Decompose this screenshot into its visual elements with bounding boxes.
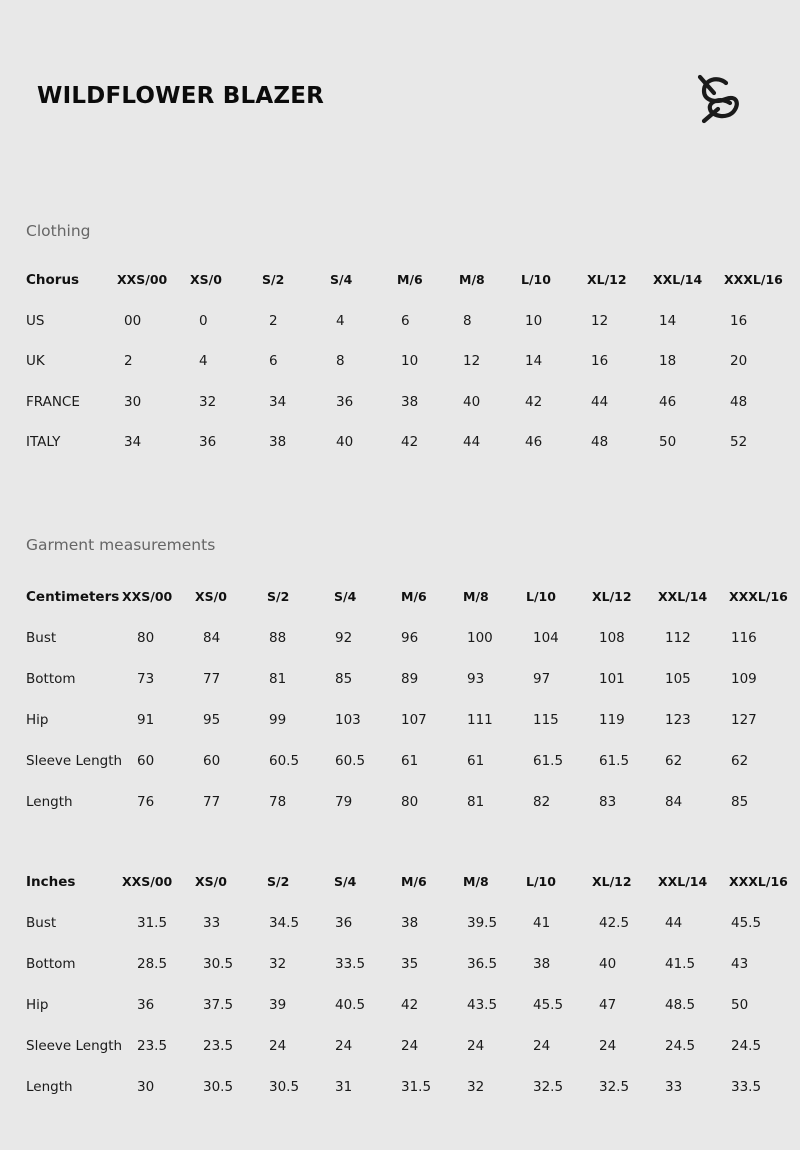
table-cell: 85 <box>731 794 749 810</box>
table-row <box>0 669 800 689</box>
table-cell: 37.5 <box>203 997 234 1013</box>
table-cell: 43.5 <box>467 997 498 1013</box>
row-label: UK <box>26 353 45 369</box>
table-cell: 30 <box>124 393 142 410</box>
size-column-header: L/10 <box>521 272 551 287</box>
table-header-row <box>0 587 800 607</box>
table-cell: 81 <box>467 794 485 810</box>
size-column-header: XL/12 <box>587 272 627 287</box>
size-column-header: XL/12 <box>592 874 632 889</box>
table-cell: 10 <box>525 312 543 329</box>
table-cell: 101 <box>599 671 625 687</box>
size-column-header: XXL/14 <box>653 272 703 287</box>
size-column-header: XXXL/16 <box>729 589 788 604</box>
table-row <box>0 913 800 933</box>
table-cell: 24 <box>269 1038 287 1054</box>
size-column-header: XS/0 <box>195 589 227 604</box>
table-cell: 62 <box>665 753 683 769</box>
table-cell: 38 <box>401 915 419 931</box>
table-cell: 33.5 <box>335 956 366 972</box>
row-label: Sleeve Length <box>26 1038 123 1054</box>
table-cell: 30.5 <box>203 1079 234 1095</box>
table-cell: 32 <box>269 956 287 972</box>
table-cell: 39 <box>269 997 287 1013</box>
table-row <box>0 1036 800 1056</box>
table-cell: 8 <box>336 353 345 369</box>
table-cell: 60.5 <box>335 753 366 769</box>
table-cell: 107 <box>401 712 427 728</box>
size-column-header: L/10 <box>526 589 556 604</box>
table-row <box>0 432 800 452</box>
row-label: Bust <box>26 630 57 646</box>
table-row <box>0 792 800 812</box>
table-cell: 78 <box>269 794 287 810</box>
size-column-header: XXS/00 <box>122 589 173 604</box>
table-cell: 30.5 <box>269 1079 300 1095</box>
table-cell: 34.5 <box>269 915 300 931</box>
table-header-label: Chorus <box>26 272 80 288</box>
table-cell: 84 <box>665 794 683 810</box>
table-cell: 60 <box>203 753 221 769</box>
table-cell: 52 <box>730 434 748 450</box>
size-column-header: M/8 <box>459 272 485 287</box>
table-cell: 33 <box>203 915 221 931</box>
size-column-header: XXL/14 <box>658 874 708 889</box>
table-row <box>0 628 800 648</box>
table-cell: 81 <box>269 671 287 687</box>
table-cell: 2 <box>124 353 133 369</box>
table-header-row <box>0 270 800 290</box>
table-cell: 48.5 <box>665 997 696 1013</box>
table-cell: 61 <box>467 753 485 769</box>
table-cell: 24 <box>401 1038 419 1054</box>
table-cell: 40 <box>463 393 481 410</box>
row-label: Length <box>26 1079 73 1095</box>
table-cell: 83 <box>599 794 617 810</box>
table-cell: 38 <box>533 956 551 972</box>
table-cell: 93 <box>467 671 485 687</box>
table-cell: 109 <box>731 671 757 687</box>
size-column-header: XXXL/16 <box>724 272 783 287</box>
table-cell: 16 <box>591 353 609 369</box>
table-row <box>0 751 800 771</box>
table-cell: 60 <box>137 753 155 769</box>
table-row <box>0 995 800 1015</box>
table-row <box>0 1077 800 1097</box>
row-label: Bust <box>26 915 57 931</box>
table-cell: 6 <box>269 353 278 369</box>
table-cell: 41 <box>533 915 551 931</box>
table-cell: 20 <box>730 353 748 369</box>
table-cell: 34 <box>124 434 142 450</box>
table-cell: 43 <box>731 956 749 972</box>
table-cell: 32 <box>199 393 217 410</box>
section-measurements-label: Garment measurements <box>26 536 216 554</box>
table-cell: 103 <box>335 712 361 728</box>
table-cell: 39.5 <box>467 915 498 931</box>
row-label: Length <box>26 794 73 810</box>
table-cell: 34 <box>269 393 287 410</box>
row-label: ITALY <box>26 434 61 450</box>
table-cell: 82 <box>533 794 551 810</box>
table-cell: 60.5 <box>269 753 300 769</box>
table-cell: 4 <box>336 312 345 329</box>
table-cell: 80 <box>137 630 155 646</box>
table-cell: 127 <box>731 712 757 728</box>
table-cell: 41.5 <box>665 956 696 972</box>
table-cell: 99 <box>269 712 287 728</box>
table-cell: 4 <box>199 353 208 369</box>
size-column-header: M/6 <box>401 589 427 604</box>
table-cell: 62 <box>731 753 749 769</box>
size-column-header: S/2 <box>267 589 290 604</box>
table-cell: 18 <box>659 353 677 369</box>
table-cell: 95 <box>203 712 221 728</box>
row-label: Hip <box>26 997 49 1013</box>
table-cell: 36.5 <box>467 956 498 972</box>
table-cell: 24.5 <box>731 1038 762 1054</box>
table-cell: 48 <box>730 393 748 410</box>
table-cell: 38 <box>269 434 287 450</box>
table-cell: 44 <box>463 434 481 450</box>
row-label: US <box>26 312 45 329</box>
size-column-header: M/8 <box>463 874 489 889</box>
table-cell: 73 <box>137 671 155 687</box>
table-header-label: Centimeters <box>26 589 120 605</box>
table-cell: 23.5 <box>203 1038 234 1054</box>
table-cell: 36 <box>199 434 217 450</box>
table-cell: 44 <box>591 393 609 410</box>
table-cell: 28.5 <box>137 956 168 972</box>
table-cell: 111 <box>467 712 493 728</box>
table-cell: 10 <box>401 353 419 369</box>
table-cell: 32.5 <box>599 1079 630 1095</box>
table-cell: 36 <box>137 997 155 1013</box>
table-cell: 91 <box>137 712 155 728</box>
table-cell: 32 <box>467 1079 485 1095</box>
table-cell: 16 <box>730 312 748 329</box>
table-cell: 36 <box>335 915 353 931</box>
table-cell: 23.5 <box>137 1038 168 1054</box>
table-cell: 50 <box>659 434 677 450</box>
table-cell: 61 <box>401 753 419 769</box>
table-cell: 35 <box>401 956 419 972</box>
row-label: Bottom <box>26 956 76 972</box>
table-cell: 40.5 <box>335 997 366 1013</box>
size-column-header: M/6 <box>397 272 423 287</box>
table-cell: 42 <box>401 997 419 1013</box>
table-cell: 45.5 <box>533 997 564 1013</box>
size-column-header: S/2 <box>262 272 285 287</box>
table-cell: 61.5 <box>599 753 630 769</box>
size-column-header: S/4 <box>334 874 357 889</box>
table-cell: 30.5 <box>203 956 234 972</box>
table-cell: 115 <box>533 712 559 728</box>
table-cell: 24 <box>533 1038 551 1054</box>
size-column-header: XXL/14 <box>658 589 708 604</box>
size-column-header: M/6 <box>401 874 427 889</box>
table-cell: 80 <box>401 794 419 810</box>
table-cell: 14 <box>659 312 677 329</box>
table-cell: 46 <box>659 393 677 410</box>
table-row <box>0 351 800 371</box>
table-cell: 123 <box>665 712 691 728</box>
table-cell: 33.5 <box>731 1079 762 1095</box>
table-row <box>0 710 800 730</box>
row-label: Bottom <box>26 671 76 687</box>
section-clothing-label: Clothing <box>26 222 91 240</box>
table-cell: 104 <box>533 630 559 646</box>
table-cell: 30 <box>137 1079 155 1095</box>
table-cell: 97 <box>533 671 551 687</box>
table-cell: 31.5 <box>137 915 168 931</box>
table-cell: 0 <box>199 312 208 329</box>
row-label: Hip <box>26 712 49 728</box>
table-cell: 2 <box>269 312 278 329</box>
page-title: WILDFLOWER BLAZER <box>37 83 325 109</box>
table-cell: 84 <box>203 630 221 646</box>
table-cell: 77 <box>203 671 221 687</box>
size-column-header: S/4 <box>334 589 357 604</box>
table-row <box>0 311 800 331</box>
table-cell: 40 <box>599 956 617 972</box>
table-header-row <box>0 872 800 892</box>
table-cell: 24 <box>335 1038 353 1054</box>
table-cell: 100 <box>467 630 493 646</box>
size-column-header: XS/0 <box>195 874 227 889</box>
table-cell: 85 <box>335 671 353 687</box>
table-cell: 76 <box>137 794 155 810</box>
table-cell: 14 <box>525 353 543 369</box>
table-cell: 24 <box>467 1038 485 1054</box>
table-cell: 92 <box>335 630 353 646</box>
table-cell: 31.5 <box>401 1079 432 1095</box>
size-column-header: XXS/00 <box>122 874 173 889</box>
table-cell: 12 <box>591 312 609 329</box>
table-cell: 33 <box>665 1079 683 1095</box>
table-cell: 45.5 <box>731 915 762 931</box>
table-cell: 24.5 <box>665 1038 696 1054</box>
table-cell: 105 <box>665 671 691 687</box>
table-cell: 50 <box>731 997 749 1013</box>
size-column-header: XL/12 <box>592 589 632 604</box>
table-cell: 42 <box>401 434 419 450</box>
table-cell: 42.5 <box>599 915 630 931</box>
table-cell: 116 <box>731 630 757 646</box>
table-cell: 00 <box>124 312 142 329</box>
row-label: FRANCE <box>26 393 80 410</box>
size-column-header: XS/0 <box>190 272 222 287</box>
table-cell: 44 <box>665 915 683 931</box>
table-row <box>0 392 800 412</box>
table-cell: 42 <box>525 393 543 410</box>
table-cell: 89 <box>401 671 419 687</box>
table-cell: 88 <box>269 630 287 646</box>
table-cell: 77 <box>203 794 221 810</box>
size-column-header: S/4 <box>330 272 353 287</box>
size-column-header: M/8 <box>463 589 489 604</box>
table-cell: 108 <box>599 630 625 646</box>
table-cell: 96 <box>401 630 419 646</box>
table-header-label: Inches <box>26 874 76 890</box>
table-cell: 12 <box>463 353 481 369</box>
row-label: Sleeve Length <box>26 753 123 769</box>
size-column-header: XXS/00 <box>117 272 168 287</box>
size-column-header: S/2 <box>267 874 290 889</box>
table-cell: 38 <box>401 393 419 410</box>
table-cell: 31 <box>335 1079 353 1095</box>
table-cell: 8 <box>463 312 472 329</box>
table-cell: 119 <box>599 712 625 728</box>
size-column-header: L/10 <box>526 874 556 889</box>
table-cell: 79 <box>335 794 353 810</box>
table-cell: 46 <box>525 434 543 450</box>
table-cell: 40 <box>336 434 354 450</box>
table-cell: 61.5 <box>533 753 564 769</box>
table-cell: 48 <box>591 434 609 450</box>
table-cell: 24 <box>599 1038 617 1054</box>
table-row <box>0 954 800 974</box>
table-cell: 47 <box>599 997 617 1013</box>
table-cell: 6 <box>401 312 410 329</box>
table-cell: 36 <box>336 393 354 410</box>
table-cell: 112 <box>665 630 691 646</box>
brand-logo-icon <box>696 73 744 125</box>
table-cell: 32.5 <box>533 1079 564 1095</box>
size-column-header: XXXL/16 <box>729 874 788 889</box>
